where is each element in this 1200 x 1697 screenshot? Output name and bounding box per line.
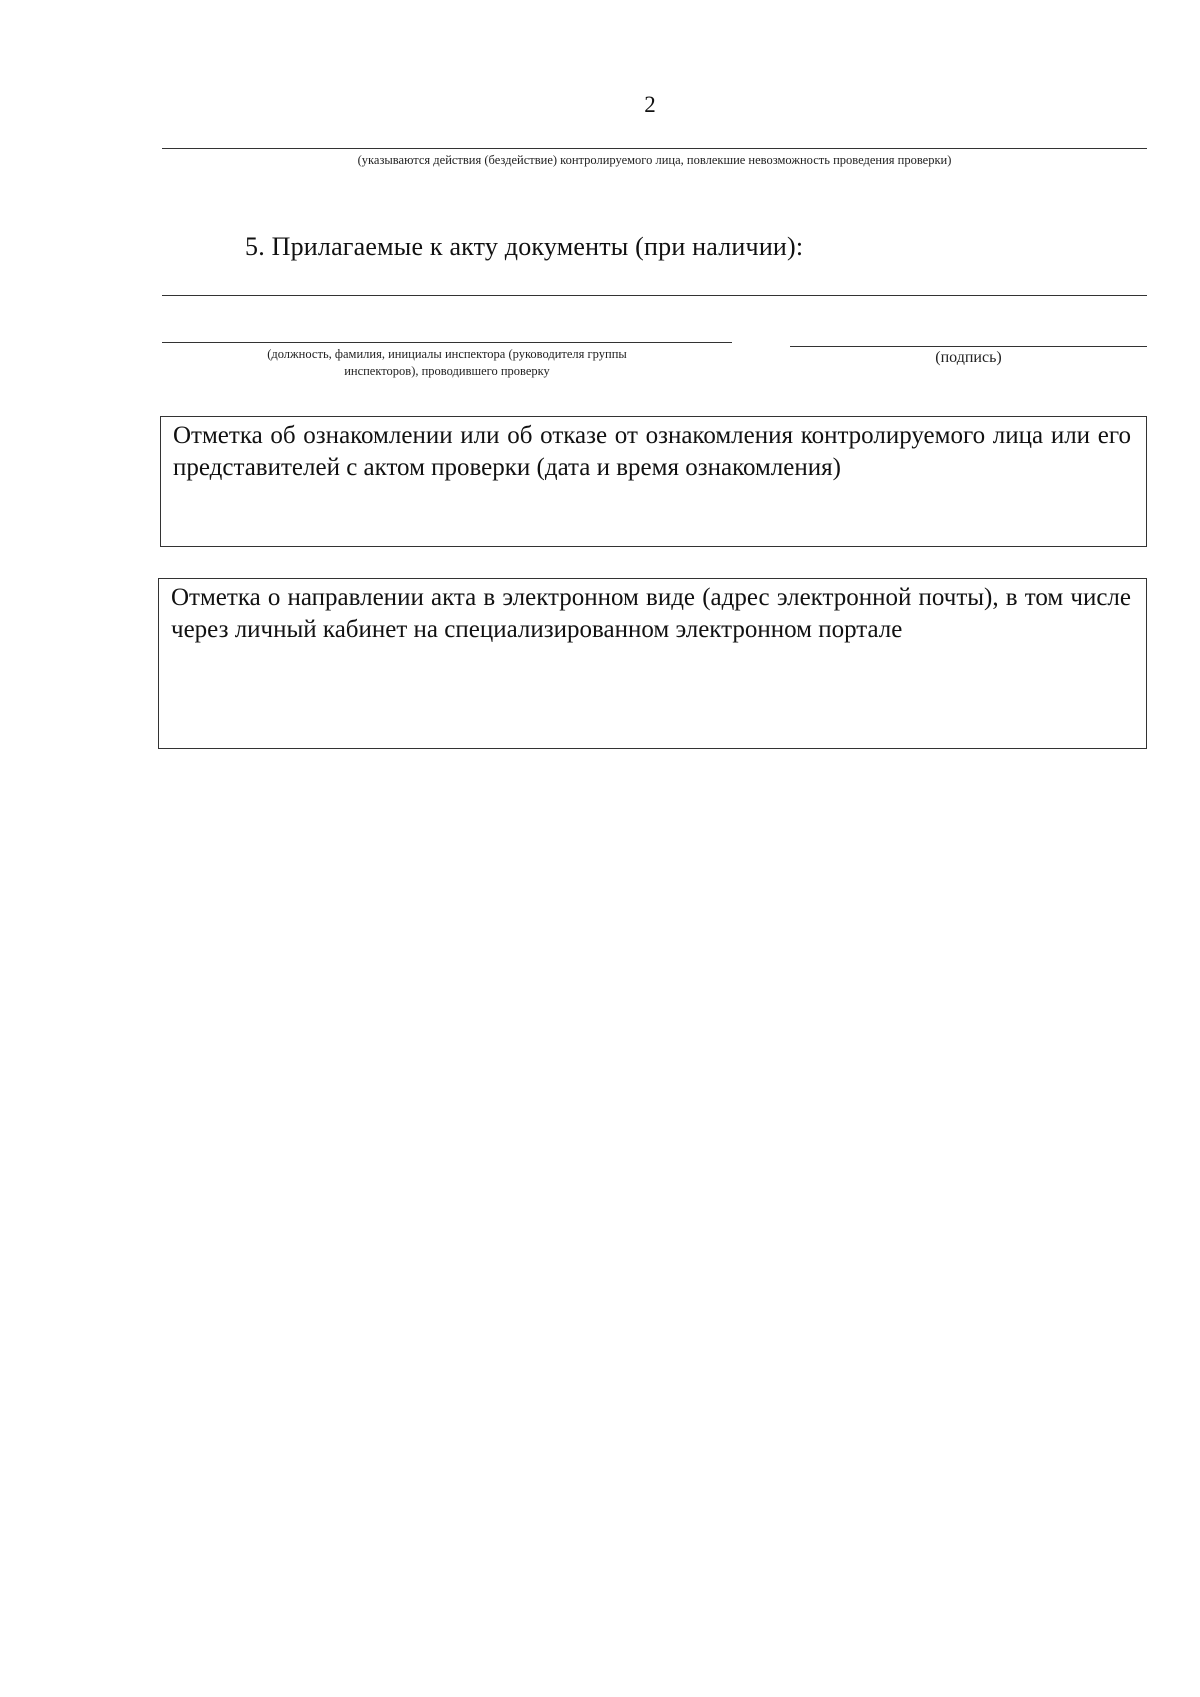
attached-documents-fill-line [162, 295, 1147, 296]
signature-fill-line [790, 346, 1147, 347]
inspector-caption-line-1: (должность, фамилия, инициалы инспектора (руководителя группы [267, 347, 627, 361]
inspector-fill-line [162, 342, 732, 343]
section-5-heading: 5. Прилагаемые к акту документы (при наличии): [245, 232, 804, 261]
violation-fill-line [162, 148, 1147, 149]
signature-caption: (подпись) [935, 349, 1002, 366]
electronic-delivery-box [158, 578, 1147, 749]
inspector-caption-line-2: инспекторов), проводившего проверку [344, 364, 550, 378]
page-number: 2 [644, 92, 656, 117]
electronic-delivery-text: Отметка о направлении акта в электронном виде (адрес электронной почты), в том числе через личный кабинет на специализированном электронном портале [171, 584, 1131, 643]
inspector-caption [162, 346, 732, 380]
acknowledgement-text: Отметка об ознакомлении или об отказе от ознакомления контролируемого лица или его представителей с актом проверки (дата и время ознакомления) [173, 422, 1131, 481]
violation-caption: (указываются действия (бездействие) контролируемого лица, повлекшие невозможность проведения проверки) [357, 153, 952, 167]
acknowledgement-box [160, 416, 1147, 547]
